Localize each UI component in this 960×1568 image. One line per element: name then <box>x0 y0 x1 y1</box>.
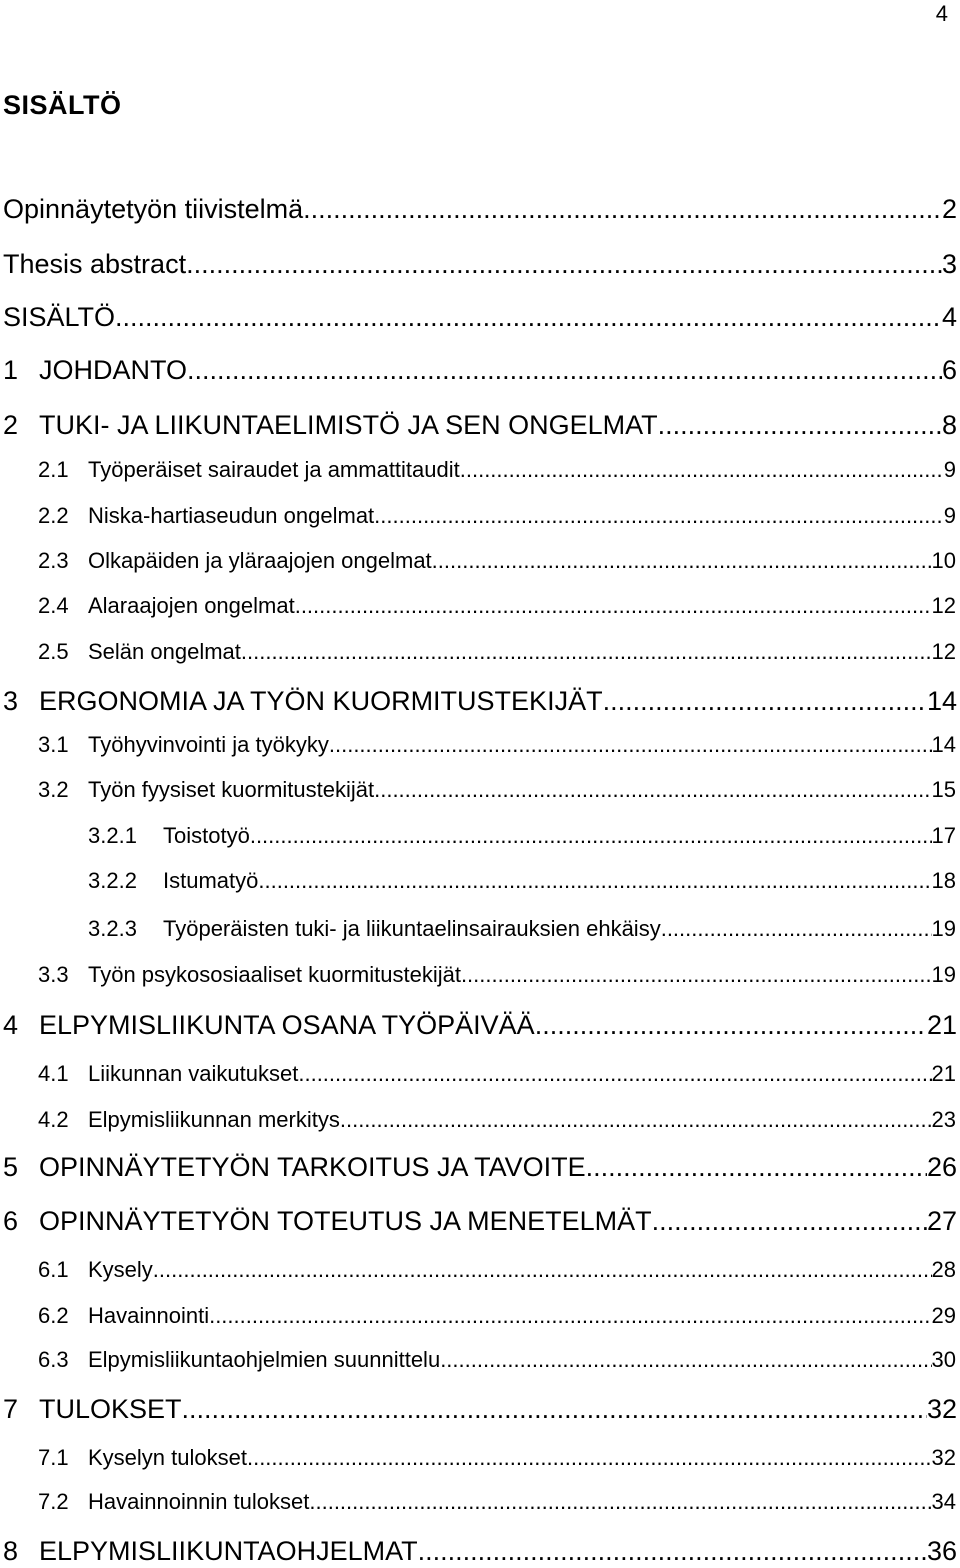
toc-dot-leader <box>340 1106 932 1134</box>
toc-dot-leader <box>440 1346 931 1374</box>
toc-entry[interactable] <box>0 1106 960 1134</box>
toc-entry-page: 12 <box>931 639 956 664</box>
toc-dot-leader <box>295 592 932 620</box>
toc-entry-page: 6 <box>941 355 957 385</box>
toc-dot-leader <box>652 1204 927 1238</box>
toc-entry-number: 8 <box>3 1536 19 1566</box>
toc-entry-number: 4.2 <box>38 1107 69 1132</box>
toc-entry-number: 3.3 <box>38 962 69 987</box>
toc-entry-title: ELPYMISLIIKUNTAOHJELMAT <box>39 1536 418 1566</box>
toc-entry-number: 3.2.1 <box>88 823 137 848</box>
toc-heading: SISÄLTÖ <box>3 90 122 120</box>
toc-entry-title: Istumatyö <box>163 868 259 893</box>
toc-entry[interactable] <box>0 353 960 387</box>
toc-entry[interactable] <box>0 1444 960 1472</box>
toc-entry[interactable] <box>0 408 960 442</box>
toc-entry-title: OPINNÄYTETYÖN TARKOITUS JA TAVOITE <box>39 1152 586 1182</box>
toc-entry-title: Havainnointi <box>88 1303 210 1328</box>
toc-entry-page: 2 <box>941 194 957 224</box>
toc-entry-page: 14 <box>926 686 957 716</box>
toc-entry-page: 14 <box>931 732 956 757</box>
toc-dot-leader <box>460 456 944 484</box>
toc-dot-leader <box>247 1444 932 1472</box>
toc-dot-leader <box>187 353 942 387</box>
toc-entry-title: Havainnoinnin tulokset <box>88 1489 310 1514</box>
toc-dot-leader <box>309 1488 931 1516</box>
toc-entry[interactable] <box>0 1256 960 1284</box>
toc-entry-page: 23 <box>931 1107 956 1132</box>
toc-entry-page: 8 <box>941 410 957 440</box>
toc-entry-page: 18 <box>931 868 956 893</box>
toc-entry-page: 26 <box>926 1152 957 1182</box>
toc-entry[interactable] <box>0 961 960 989</box>
toc-entry[interactable] <box>0 1346 960 1374</box>
toc-entry[interactable] <box>0 731 960 759</box>
toc-entry-title: Kyselyn tulokset <box>88 1445 247 1470</box>
toc-entry-page: 21 <box>926 1010 957 1040</box>
toc-entry-page: 34 <box>931 1489 956 1514</box>
toc-dot-leader <box>586 1150 927 1184</box>
toc-entry-number: 3.2.2 <box>88 868 137 893</box>
toc-entry-number: 2.3 <box>38 548 69 573</box>
toc-entry-title: Liikunnan vaikutukset <box>88 1061 299 1086</box>
toc-entry-number: 7 <box>3 1394 19 1424</box>
toc-dot-leader <box>258 867 931 895</box>
toc-entry-number: 6.3 <box>38 1347 69 1372</box>
toc-entry[interactable] <box>0 1204 960 1238</box>
toc-entry-title: Elpymisliikunnan merkitys <box>88 1107 340 1132</box>
toc-entry-page: 10 <box>931 548 956 573</box>
toc-entry-page: 3 <box>941 249 957 279</box>
toc-entry[interactable] <box>0 915 960 943</box>
toc-entry-number: 2.4 <box>38 593 69 618</box>
toc-entry-title: Työhyvinvointi ja työkyky <box>88 732 329 757</box>
toc-dot-leader <box>535 1008 927 1042</box>
toc-entry-title: SISÄLTÖ <box>3 302 116 332</box>
toc-entry-page: 30 <box>931 1347 956 1372</box>
page-number: 4 <box>935 1 948 26</box>
toc-entry-title: Olkapäiden ja yläraajojen ongelmat <box>88 548 432 573</box>
toc-entry-number: 7.1 <box>38 1445 69 1470</box>
toc-entry-title: OPINNÄYTETYÖN TOTEUTUS JA MENETELMÄT <box>39 1206 652 1236</box>
toc-entry-title: TULOKSET <box>39 1394 182 1424</box>
toc-entry-number: 5 <box>3 1152 19 1182</box>
toc-dot-leader <box>461 961 932 989</box>
toc-entry-title: Kysely <box>88 1257 153 1282</box>
toc-entry-page: 29 <box>931 1303 956 1328</box>
toc-entry-page: 12 <box>931 593 956 618</box>
toc-entry[interactable] <box>0 1150 960 1184</box>
toc-entry-page: 28 <box>931 1257 956 1282</box>
toc-entry-title: Selän ongelmat <box>88 639 241 664</box>
toc-entry[interactable] <box>0 1008 960 1042</box>
toc-dot-leader <box>115 300 942 334</box>
toc-entry[interactable] <box>0 638 960 666</box>
toc-dot-leader <box>658 408 942 442</box>
toc-entry-title: ERGONOMIA JA TYÖN KUORMITUSTEKIJÄT <box>39 686 603 716</box>
toc-dot-leader <box>374 776 931 804</box>
toc-entry-number: 1 <box>3 355 19 385</box>
toc-entry-number: 2.1 <box>38 457 69 482</box>
toc-entry-number: 6.1 <box>38 1257 69 1282</box>
toc-entry-number: 2.5 <box>38 639 69 664</box>
toc-dot-leader <box>186 247 942 281</box>
toc-entry-title: Työn psykososiaaliset kuormitustekijät <box>88 962 461 987</box>
toc-entry[interactable] <box>0 192 960 226</box>
toc-entry-number: 3.1 <box>38 732 69 757</box>
toc-dot-leader <box>418 1534 927 1568</box>
toc-entry-number: 7.2 <box>38 1489 69 1514</box>
toc-entry[interactable] <box>0 1392 960 1426</box>
toc-entry-title: Elpymisliikuntaohjelmien suunnittelu <box>88 1347 441 1372</box>
toc-entry-page: 15 <box>931 777 956 802</box>
toc-entry-number: 3.2 <box>38 777 69 802</box>
toc-entry[interactable] <box>0 247 960 281</box>
toc-entry-title: Alaraajojen ongelmat <box>88 593 295 618</box>
toc-entry[interactable] <box>0 822 960 850</box>
toc-entry-page: 32 <box>926 1394 957 1424</box>
toc-entry-title: Työperäiset sairaudet ja ammattitaudit <box>88 457 460 482</box>
toc-entry-page: 36 <box>926 1536 957 1566</box>
toc-dot-leader <box>153 1256 932 1284</box>
toc-entry-number: 6 <box>3 1206 19 1236</box>
toc-entry[interactable] <box>0 300 960 334</box>
toc-dot-leader <box>241 638 932 666</box>
toc-entry-number: 3.2.3 <box>88 916 137 941</box>
toc-entry-title: JOHDANTO <box>39 355 188 385</box>
toc-entry-number: 3 <box>3 686 19 716</box>
toc-entry[interactable] <box>0 1488 960 1516</box>
toc-entry-title: Thesis abstract <box>3 249 187 279</box>
toc-dot-leader <box>303 192 942 226</box>
toc-entry-page: 19 <box>931 962 956 987</box>
toc-entry[interactable] <box>0 1534 960 1568</box>
toc-entry[interactable] <box>0 1302 960 1330</box>
toc-entry-title: Toistotyö <box>163 823 250 848</box>
toc-entry-number: 2.2 <box>38 503 69 528</box>
toc-entry-page: 9 <box>943 503 956 528</box>
toc-entry-title: Niska-hartiaseudun ongelmat <box>88 503 375 528</box>
toc-entry-number: 6.2 <box>38 1303 69 1328</box>
toc-entry-title: TUKI- JA LIIKUNTAELIMISTÖ JA SEN ONGELMAT <box>39 410 658 440</box>
toc-dot-leader <box>329 731 932 759</box>
toc-entry-page: 17 <box>931 823 956 848</box>
toc-entry-page: 32 <box>931 1445 956 1470</box>
toc-entry-number: 2 <box>3 410 19 440</box>
toc-entry[interactable] <box>0 1060 960 1088</box>
toc-entry-page: 21 <box>931 1061 956 1086</box>
toc-entry-title: Opinnäytetyön tiivistelmä <box>3 194 304 224</box>
toc-entry[interactable] <box>0 456 960 484</box>
toc-dot-leader <box>603 684 927 718</box>
toc-entry[interactable] <box>0 776 960 804</box>
toc-entry-title: Työn fyysiset kuormitustekijät <box>88 777 375 802</box>
toc-dot-leader <box>250 822 932 850</box>
toc-entry-number: 4.1 <box>38 1061 69 1086</box>
toc-dot-leader <box>209 1302 931 1330</box>
toc-entry[interactable] <box>0 547 960 575</box>
toc-dot-leader <box>432 547 932 575</box>
toc-entry-page: 4 <box>941 302 957 332</box>
toc-entry-page: 9 <box>943 457 956 482</box>
toc-entry[interactable] <box>0 592 960 620</box>
toc-entry-page: 19 <box>931 916 956 941</box>
toc-entry[interactable] <box>0 684 960 718</box>
toc-dot-leader <box>374 502 944 530</box>
toc-dot-leader <box>298 1060 931 1088</box>
toc-dot-leader <box>661 915 932 943</box>
toc-entry-page: 27 <box>926 1206 957 1236</box>
toc-entry[interactable] <box>0 502 960 530</box>
toc-dot-leader <box>182 1392 927 1426</box>
toc-entry-title: Työperäisten tuki- ja liikuntaelinsairauksien ehkäisy <box>163 916 661 941</box>
toc-entry[interactable] <box>0 867 960 895</box>
toc-entry-title: ELPYMISLIIKUNTA OSANA TYÖPÄIVÄÄ <box>39 1010 535 1040</box>
toc-entry-number: 4 <box>3 1010 19 1040</box>
